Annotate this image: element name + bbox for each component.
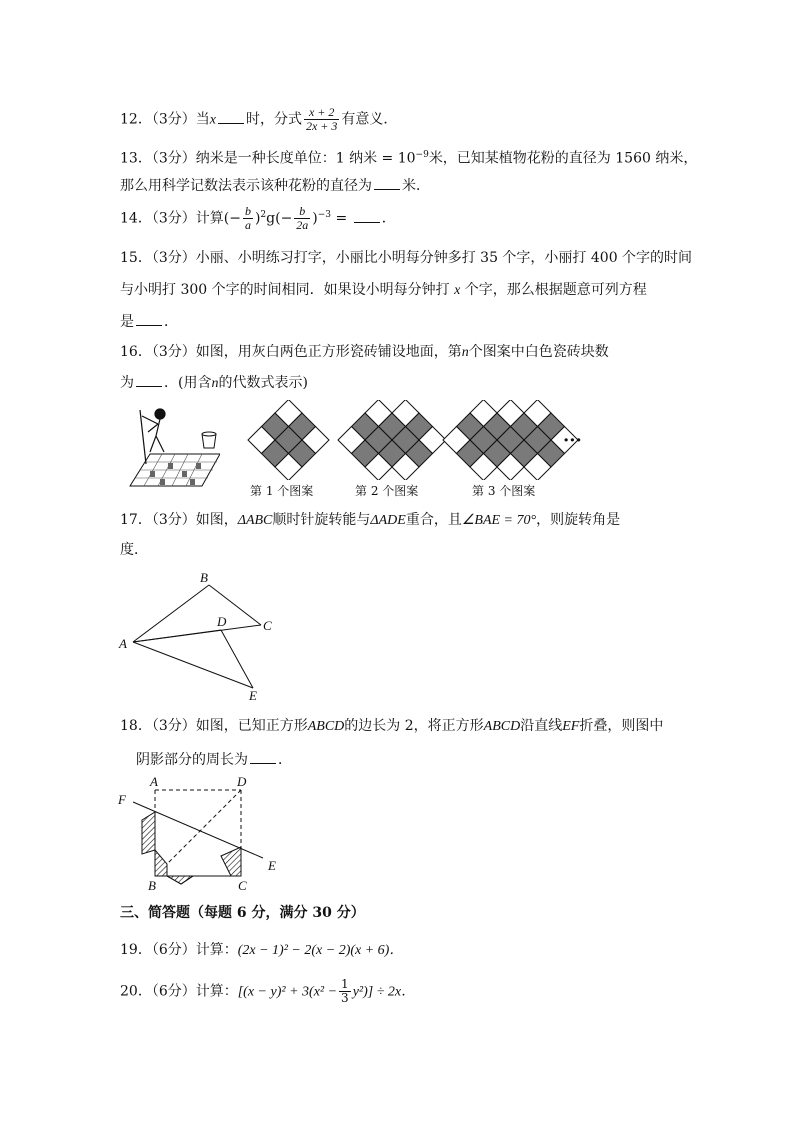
question-17-line2 bbox=[120, 540, 148, 560]
question-15-line3 bbox=[120, 311, 178, 332]
q17-text-a: 17．（3分）如图， bbox=[120, 512, 238, 528]
label-a: A bbox=[119, 636, 127, 651]
label-c: C bbox=[238, 878, 247, 893]
q13-text-d: 米． bbox=[402, 178, 430, 194]
question-20 bbox=[120, 978, 415, 1005]
q15-text-d: ． bbox=[164, 314, 178, 330]
q14-num1: b bbox=[244, 204, 251, 219]
q16-text-b: 个图案中白色瓷砖块数 bbox=[468, 344, 609, 360]
q20-fraction bbox=[339, 978, 351, 1005]
answer-blank[interactable] bbox=[136, 311, 162, 326]
q12-suffix: 有意义． bbox=[341, 111, 398, 128]
q14-fraction2 bbox=[294, 205, 310, 232]
q14-exp2: −3 bbox=[317, 210, 332, 220]
q19-prefix: 19．（6分）计算： bbox=[120, 942, 238, 958]
rotation-triangle-figure bbox=[115, 570, 295, 705]
segment-ae bbox=[133, 642, 253, 688]
q18-line-ef: EF bbox=[562, 719, 580, 734]
q14-suffix: = bbox=[331, 210, 352, 227]
q14-num2: b bbox=[294, 205, 310, 219]
q19-expression: (2x − 1)² − 2(x − 2)(x + 6)． bbox=[237, 943, 404, 958]
checkered-floor bbox=[130, 454, 220, 486]
q12-fraction bbox=[304, 106, 339, 133]
q20-prefix: 20．（6分）计算： bbox=[120, 983, 238, 1000]
question-16-line1 bbox=[120, 342, 609, 363]
q17-text-d: ，则旋转角是 bbox=[536, 512, 621, 528]
question-19 bbox=[120, 940, 403, 961]
q13-text-b: 米，已知某植物花粉的直径为 1560 纳米， bbox=[428, 150, 698, 167]
q14-fraction1 bbox=[243, 205, 253, 232]
q20-expression-a: [(x − y)² + 3(x² − bbox=[237, 984, 338, 1000]
answer-blank[interactable] bbox=[374, 175, 400, 190]
section-title: 三、简答题（每题 6 分，满分 30 分） bbox=[120, 905, 365, 921]
label-e: E bbox=[249, 688, 257, 703]
mopping-person-illustration bbox=[120, 404, 220, 492]
q16-text-a: 16．（3分）如图，用灰白两色正方形瓷砖铺设地面，第 bbox=[120, 344, 462, 360]
q17-text-c: 重合，且 bbox=[405, 512, 462, 528]
q14-open1: (− bbox=[223, 210, 241, 227]
label-a: A bbox=[150, 774, 158, 789]
q20-expression-b: y²)] ÷ 2x． bbox=[352, 984, 416, 1000]
q12-denominator: 2x + 3 bbox=[305, 119, 338, 133]
q20-num: 1 bbox=[341, 977, 349, 991]
q17-text-e: 度． bbox=[120, 542, 148, 558]
q15-line1: 15．（3分）小丽、小明练习打字，小丽比小明每分钟多打 35 个字，小丽打 400 个字的时间 bbox=[120, 250, 693, 266]
q13-text-c: 那么用科学记数法表示该种花粉的直径为 bbox=[120, 178, 372, 194]
pattern-caption-1: 第 1 个图案 bbox=[250, 484, 314, 498]
tile-patterns bbox=[240, 400, 600, 480]
question-18-line1 bbox=[120, 716, 663, 737]
q12-prefix: 12．（3分）当 bbox=[120, 111, 210, 128]
q16-text-d: ．(用含 bbox=[164, 375, 212, 391]
shaded-left bbox=[142, 812, 155, 854]
shaded-right bbox=[221, 847, 241, 876]
question-15-line2 bbox=[120, 280, 647, 301]
bucket bbox=[202, 432, 216, 448]
q18-text-e: 阴影部分的周长为 bbox=[136, 752, 248, 768]
pattern-caption-3: 第 3 个图案 bbox=[472, 484, 536, 498]
q14-prefix: 14．（3分）计算 bbox=[120, 210, 224, 227]
shaded-bottom bbox=[167, 876, 193, 884]
q14-den2: 2a bbox=[296, 218, 309, 233]
q18-text-d: 折叠，则图中 bbox=[579, 718, 664, 734]
question-17-line1 bbox=[120, 510, 620, 531]
q18-text-a: 18．（3分）如图，已知正方形 bbox=[120, 718, 308, 734]
q15-text-c: 是 bbox=[120, 314, 134, 330]
label-f: F bbox=[118, 792, 126, 807]
question-12 bbox=[120, 106, 397, 133]
q17-tri1: ΔABC bbox=[237, 513, 273, 528]
q16-var: n bbox=[461, 345, 469, 360]
label-b: B bbox=[200, 570, 208, 585]
q16-text-e: 的代数式表示) bbox=[218, 375, 308, 391]
answer-blank[interactable] bbox=[218, 109, 244, 124]
q18-square2: ABCD bbox=[483, 719, 521, 734]
q18-text-f: ． bbox=[278, 752, 292, 768]
segment-de bbox=[221, 630, 253, 688]
q12-mid: 时，分式 bbox=[245, 111, 302, 128]
q18-text-c: 沿直线 bbox=[520, 718, 563, 734]
shaded-bottom-left bbox=[155, 850, 167, 876]
q12-var: x bbox=[209, 112, 216, 128]
answer-blank[interactable] bbox=[136, 372, 162, 387]
pattern-ellipsis: ··· bbox=[563, 430, 582, 451]
question-14: 14．（3分）计算(− $\frac{b}{a}$ )$^2$g(− $\frac{b}{2a}$ )$^{-3}$ = ． bbox=[120, 204, 396, 233]
q18-text-b: 的边长为 2，将正方形 bbox=[344, 718, 484, 734]
question-18-line2 bbox=[136, 749, 292, 770]
q20-den: 3 bbox=[341, 991, 349, 1005]
label-d: D bbox=[237, 774, 247, 789]
q12-numerator: x + 2 bbox=[304, 106, 339, 120]
q17-text-b: 顺时针旋转能与 bbox=[272, 512, 371, 528]
q14-mid: g(− bbox=[266, 210, 293, 227]
question-16-line2 bbox=[120, 372, 308, 394]
q16-var2: n bbox=[211, 376, 219, 391]
label-e: E bbox=[268, 858, 276, 873]
question-13-line2 bbox=[120, 175, 430, 196]
label-b: B bbox=[148, 878, 156, 893]
q15-text-b: 个字，那么根据题意可列方程 bbox=[464, 282, 647, 298]
q14-exp1: 2 bbox=[260, 210, 267, 220]
q13-text-a: 13．（3分）纳米是一种长度单位：1 纳米 = 10 bbox=[120, 150, 416, 167]
q13-exponent: −9 bbox=[415, 150, 429, 160]
question-15-line1 bbox=[120, 248, 692, 268]
answer-blank[interactable] bbox=[250, 749, 276, 764]
q15-text-a: 与小明打 300 个字的时间相同．如果设小明每分钟打 bbox=[120, 282, 450, 298]
label-c: C bbox=[263, 618, 272, 633]
label-d: D bbox=[217, 614, 227, 629]
q17-tri2: ΔADE bbox=[370, 513, 406, 528]
q15-var: x bbox=[454, 283, 461, 298]
question-13-line1 bbox=[120, 145, 697, 169]
q18-square: ABCD bbox=[307, 719, 345, 734]
q14-den1: a bbox=[244, 218, 251, 233]
q16-text-c: 为 bbox=[120, 375, 134, 391]
q17-angle: ∠BAE = 70° bbox=[461, 513, 537, 528]
folded-square-figure bbox=[113, 772, 288, 897]
answer-blank[interactable] bbox=[354, 208, 380, 223]
pattern-caption-2: 第 2 个图案 bbox=[355, 484, 419, 498]
